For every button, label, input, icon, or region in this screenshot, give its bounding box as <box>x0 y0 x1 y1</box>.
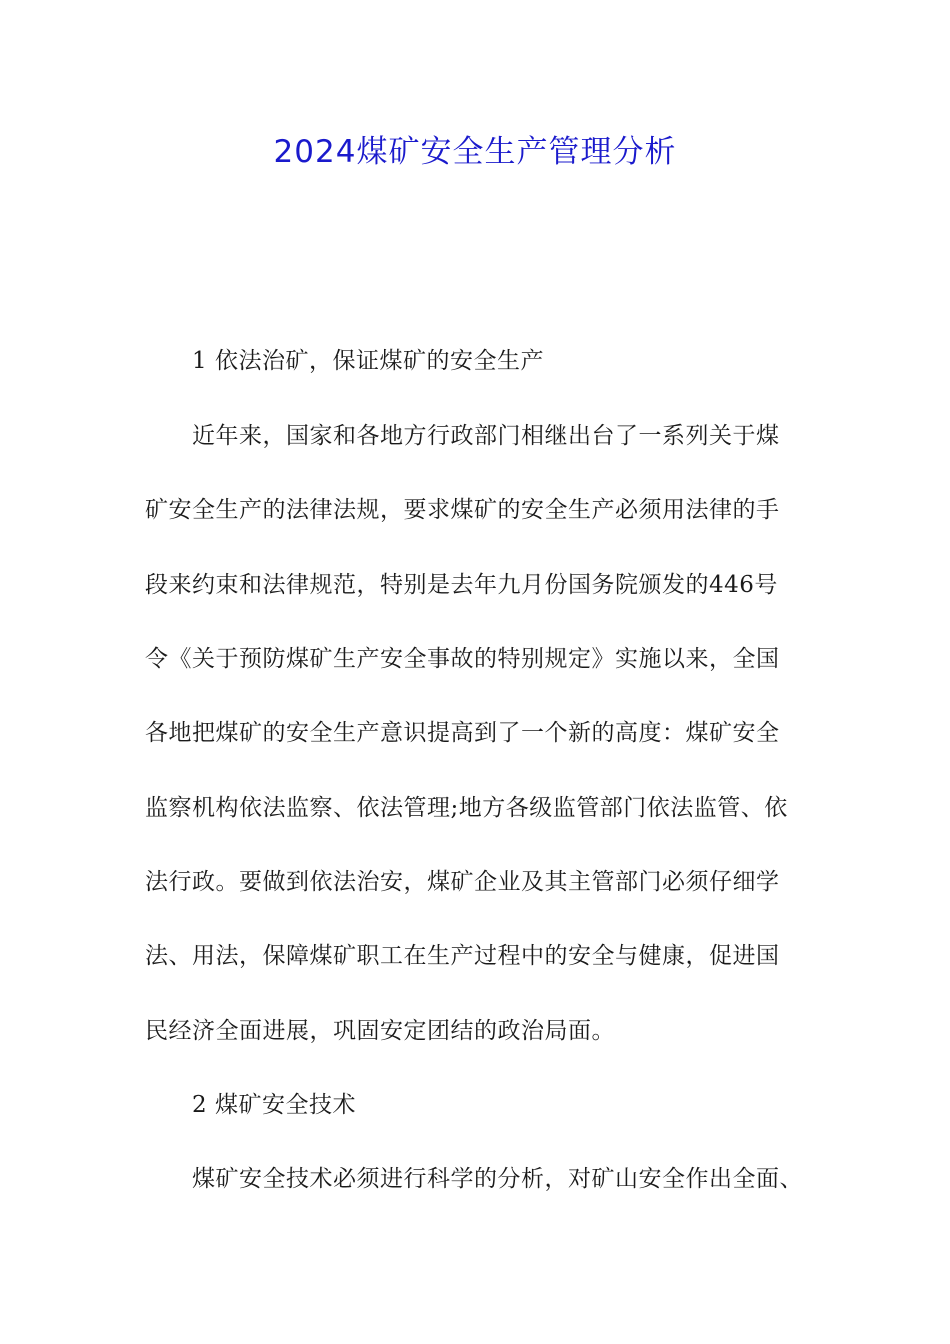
section-heading-1: 1 依法治矿，保证煤矿的安全生产 <box>192 348 544 374</box>
paragraph-line: 法、用法，保障煤矿职工在生产过程中的安全与健康，促进国 <box>145 943 780 969</box>
document-title: 2024煤矿安全生产管理分析 <box>273 134 677 170</box>
paragraph-line: 段来约束和法律规范，特别是去年九月份国务院颁发的446号 <box>145 572 778 598</box>
section-heading-2: 2 煤矿安全技术 <box>192 1092 356 1118</box>
paragraph-line: 法行政。要做到依法治安，煤矿企业及其主管部门必须仔细学 <box>145 869 780 895</box>
paragraph-line: 近年来，国家和各地方行政部门相继出台了一系列关于煤 <box>192 423 780 449</box>
paragraph-line: 令《关于预防煤矿生产安全事故的特别规定》实施以来，全国 <box>145 646 780 672</box>
paragraph-line: 各地把煤矿的安全生产意识提高到了一个新的高度：煤矿安全 <box>145 720 780 746</box>
paragraph-line: 民经济全面进展，巩固安定团结的政治局面。 <box>145 1018 615 1044</box>
paragraph-line: 监察机构依法监察、依法管理;地方各级监管部门依法监管、依 <box>145 795 788 821</box>
paragraph-line: 煤矿安全技术必须进行科学的分析，对矿山安全作出全面、 <box>192 1166 803 1192</box>
paragraph-line: 矿安全生产的法律法规，要求煤矿的安全生产必须用法律的手 <box>145 497 780 523</box>
